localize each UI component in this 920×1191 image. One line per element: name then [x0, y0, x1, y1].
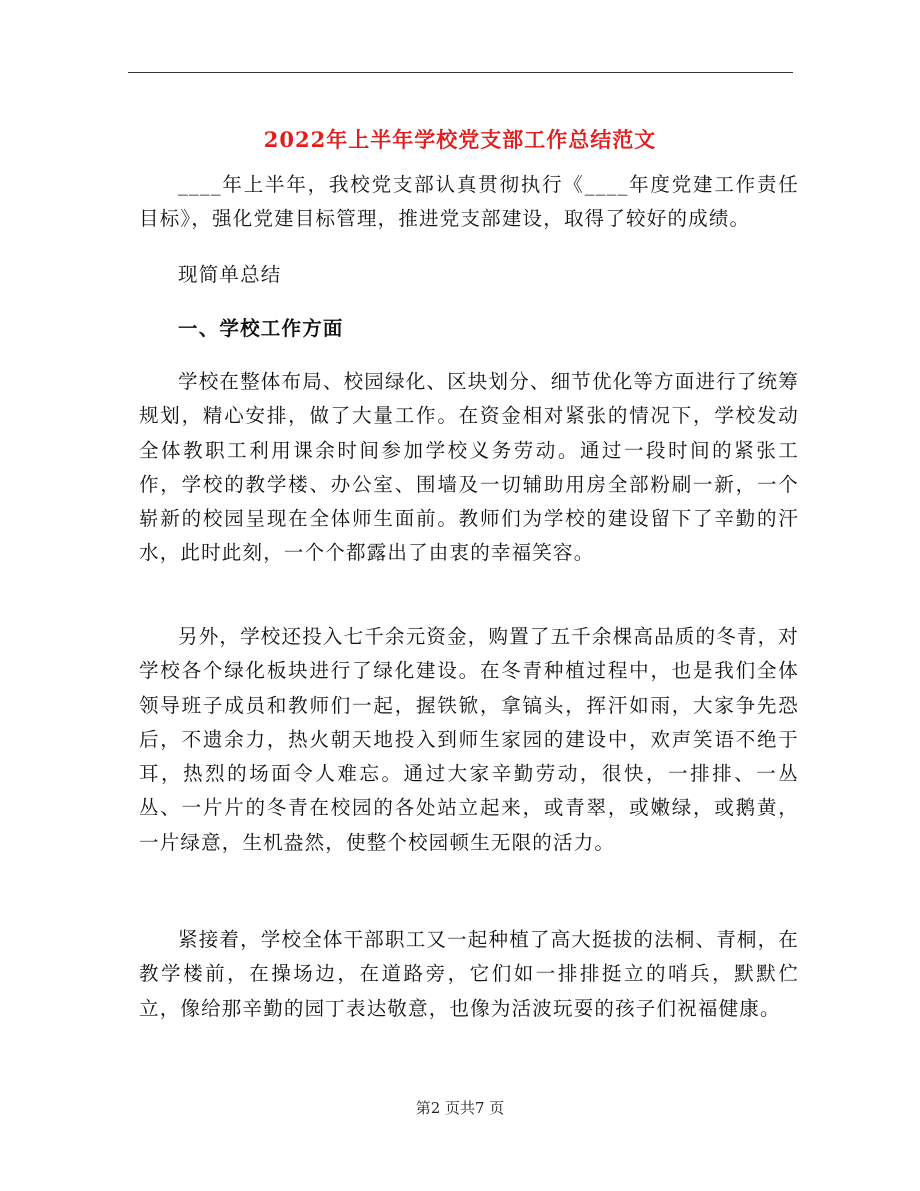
- document-title: 2022年上半年学校党支部工作总结范文: [263, 127, 657, 153]
- section-heading: 一、学校工作方面: [178, 317, 344, 340]
- body-paragraph-campus: 学校在整体布局、校园绿化、区块划分、细节优化等方面进行了统筹规划，精心安排，做了大量工作。在资金相对紧张的情况下，学校发动全体教职工利用课余时间参加学校义务劳动。通过一段时间的紧张工作，学校的教学楼、办公室、围墙及一切辅助用房全部粉刷一新，一个崭新的校园呈现在全体师生面前。教师们为学校的建设留下了辛勤的汗水，此时此刻，一个个都露出了由衷的幸福笑容。: [139, 370, 800, 565]
- header-divider: [128, 72, 793, 73]
- page-indicator: 第2 页共7 页: [415, 1099, 505, 1117]
- summary-lead: 现简单总结: [178, 263, 282, 286]
- body-paragraph-greening: 另外，学校还投入七千余元资金，购置了五千余棵高品质的冬青，对学校各个绿化板块进行了绿化建设。在冬青种植过程中，也是我们全体领导班子成员和教师们一起，握铁锨，拿镐头，挥汗如雨，大家争先恐后，不遗余力，热火朝天地投入到师生家园的建设中，欢声笑语不绝于耳，热烈的场面令人难忘。通过大家辛勤劳动，很快，一排排、一丛丛、一片片的冬青在校园的各处站立起来，或青翠，或嫩绿，或鹅黄，一片绿意，生机盎然，使整个校园顿生无限的活力。: [139, 625, 800, 854]
- body-paragraph-trees: 紧接着，学校全体干部职工又一起种植了高大挺拔的法桐、青桐，在教学楼前，在操场边，在道路旁，它们如一排排挺立的哨兵，默默伫立，像给那辛勤的园丁表达敬意，也像为活波玩耍的孩子们祝福健康。: [139, 928, 800, 1020]
- intro-paragraph: ____年上半年，我校党支部认真贯彻执行《____年度党建工作责任目标》，强化党建目标管理，推进党支部建设，取得了较好的成绩。: [139, 173, 799, 231]
